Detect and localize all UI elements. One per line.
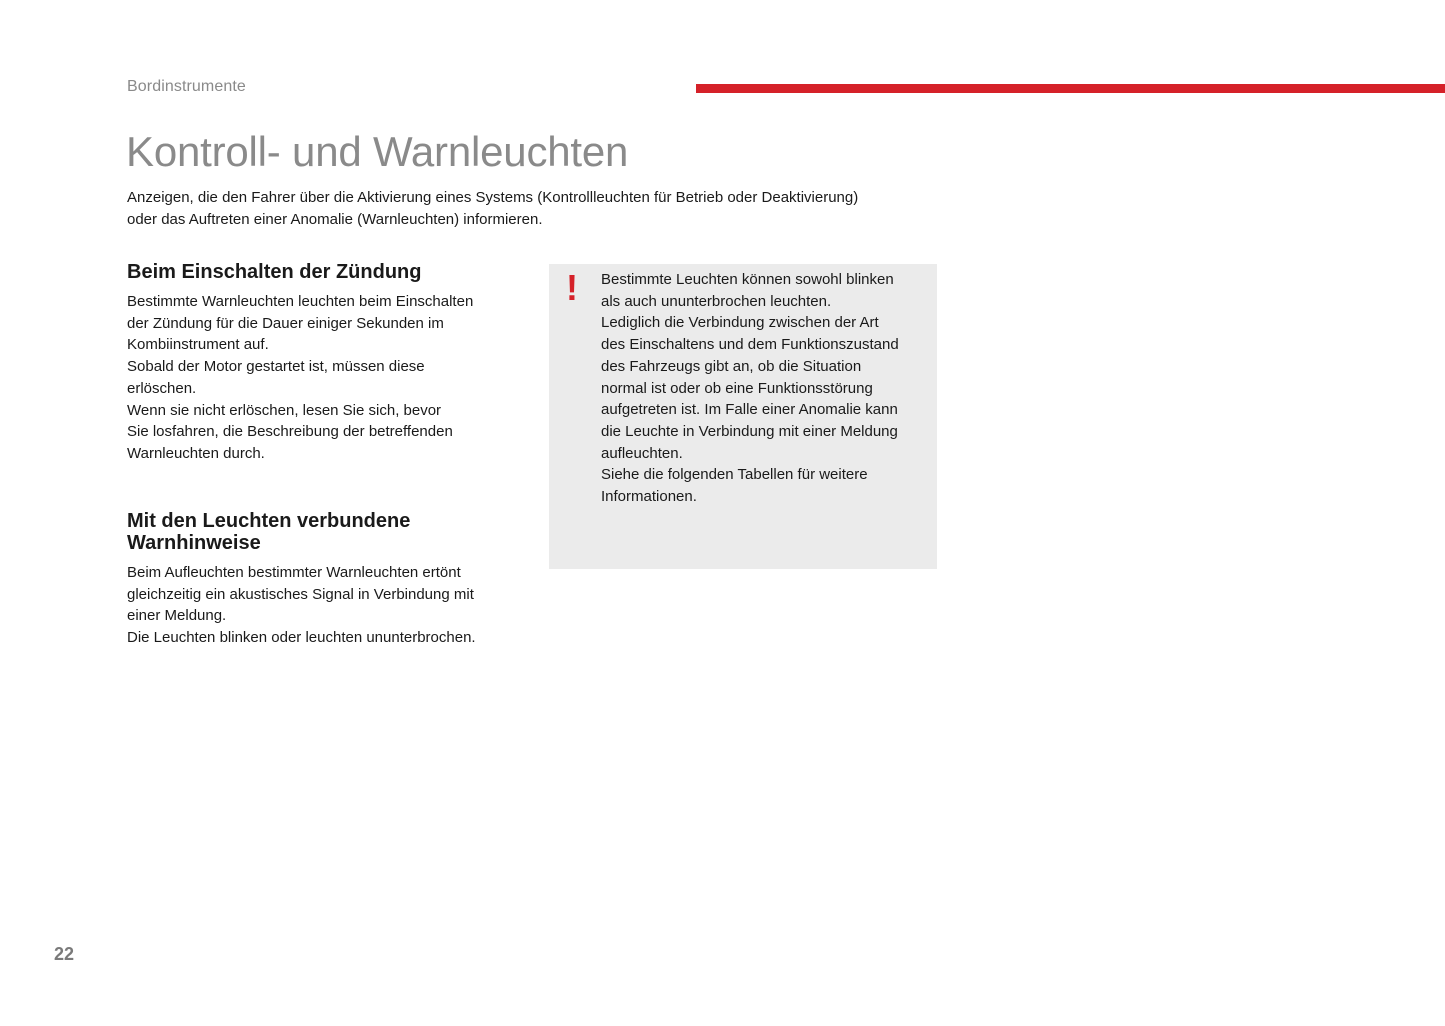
note-line: Bestimmte Leuchten können sowohl blinken xyxy=(601,271,894,288)
section-warnings xyxy=(127,510,527,649)
body-line: gleichzeitig ein akustisches Signal in Verbindung mit xyxy=(127,585,474,603)
body-line: der Zündung für die Dauer einiger Sekunden im xyxy=(127,314,444,332)
warning-note-box xyxy=(549,264,937,569)
body-line: Die Leuchten blinken oder leuchten ununterbrochen. xyxy=(127,629,476,647)
section-ignition xyxy=(127,261,527,465)
exclamation-icon: ! xyxy=(566,267,578,308)
body-line: Bestimmte Warnleuchten leuchten beim Einschalten xyxy=(127,293,474,310)
note-line: Lediglich die Verbindung zwischen der Art xyxy=(601,314,879,332)
body-line: einer Meldung. xyxy=(127,607,227,625)
intro-paragraph xyxy=(127,187,947,231)
note-line: aufgetreten ist. Im Falle einer Anomalie kann xyxy=(601,401,898,419)
section-heading: Beim Einschalten der Zündung xyxy=(127,261,422,283)
note-line: normal ist oder ob eine Funktionsstörung xyxy=(601,379,873,397)
body-line: Warnleuchten durch. xyxy=(127,444,265,462)
note-line: aufleuchten. xyxy=(601,444,683,462)
page-title: Kontroll- und Warnleuchten xyxy=(126,128,629,175)
note-line: des Fahrzeugs gibt an, ob die Situation xyxy=(601,357,862,375)
note-line: Informationen. xyxy=(601,488,697,506)
header-accent-bar xyxy=(696,84,1445,93)
section-label: Bordinstrumente xyxy=(127,78,246,95)
page-number: 22 xyxy=(54,944,75,964)
note-line: als auch ununterbrochen leuchten. xyxy=(601,292,832,310)
body-line: Kombiinstrument auf. xyxy=(127,336,269,354)
section-body xyxy=(127,291,527,465)
heading-line: Warnhinweise xyxy=(127,532,261,554)
section-heading xyxy=(127,510,527,554)
body-line: Sie losfahren, die Beschreibung der betreffenden xyxy=(127,423,453,441)
section-body xyxy=(127,562,527,649)
intro-line: Anzeigen, die den Fahrer über die Aktivierung eines Systems (Kontrollleuchten für Betrieb oder Deaktivierung) xyxy=(127,189,859,206)
note-line: des Einschaltens und dem Funktionszustand xyxy=(601,336,899,354)
note-text xyxy=(601,269,899,508)
note-line: Siehe die folgenden Tabellen für weitere xyxy=(601,466,868,484)
body-line: Wenn sie nicht erlöschen, lesen Sie sich, bevor xyxy=(127,401,442,419)
body-line: Sobald der Motor gestartet ist, müssen diese xyxy=(127,358,425,376)
intro-line: oder das Auftreten einer Anomalie (Warnleuchten) informieren. xyxy=(127,211,543,228)
body-line: Beim Aufleuchten bestimmter Warnleuchten ertönt xyxy=(127,564,461,581)
note-line: die Leuchte in Verbindung mit einer Meldung xyxy=(601,422,898,440)
heading-line: Mit den Leuchten verbundene xyxy=(127,510,411,532)
body-line: erlöschen. xyxy=(127,379,197,397)
